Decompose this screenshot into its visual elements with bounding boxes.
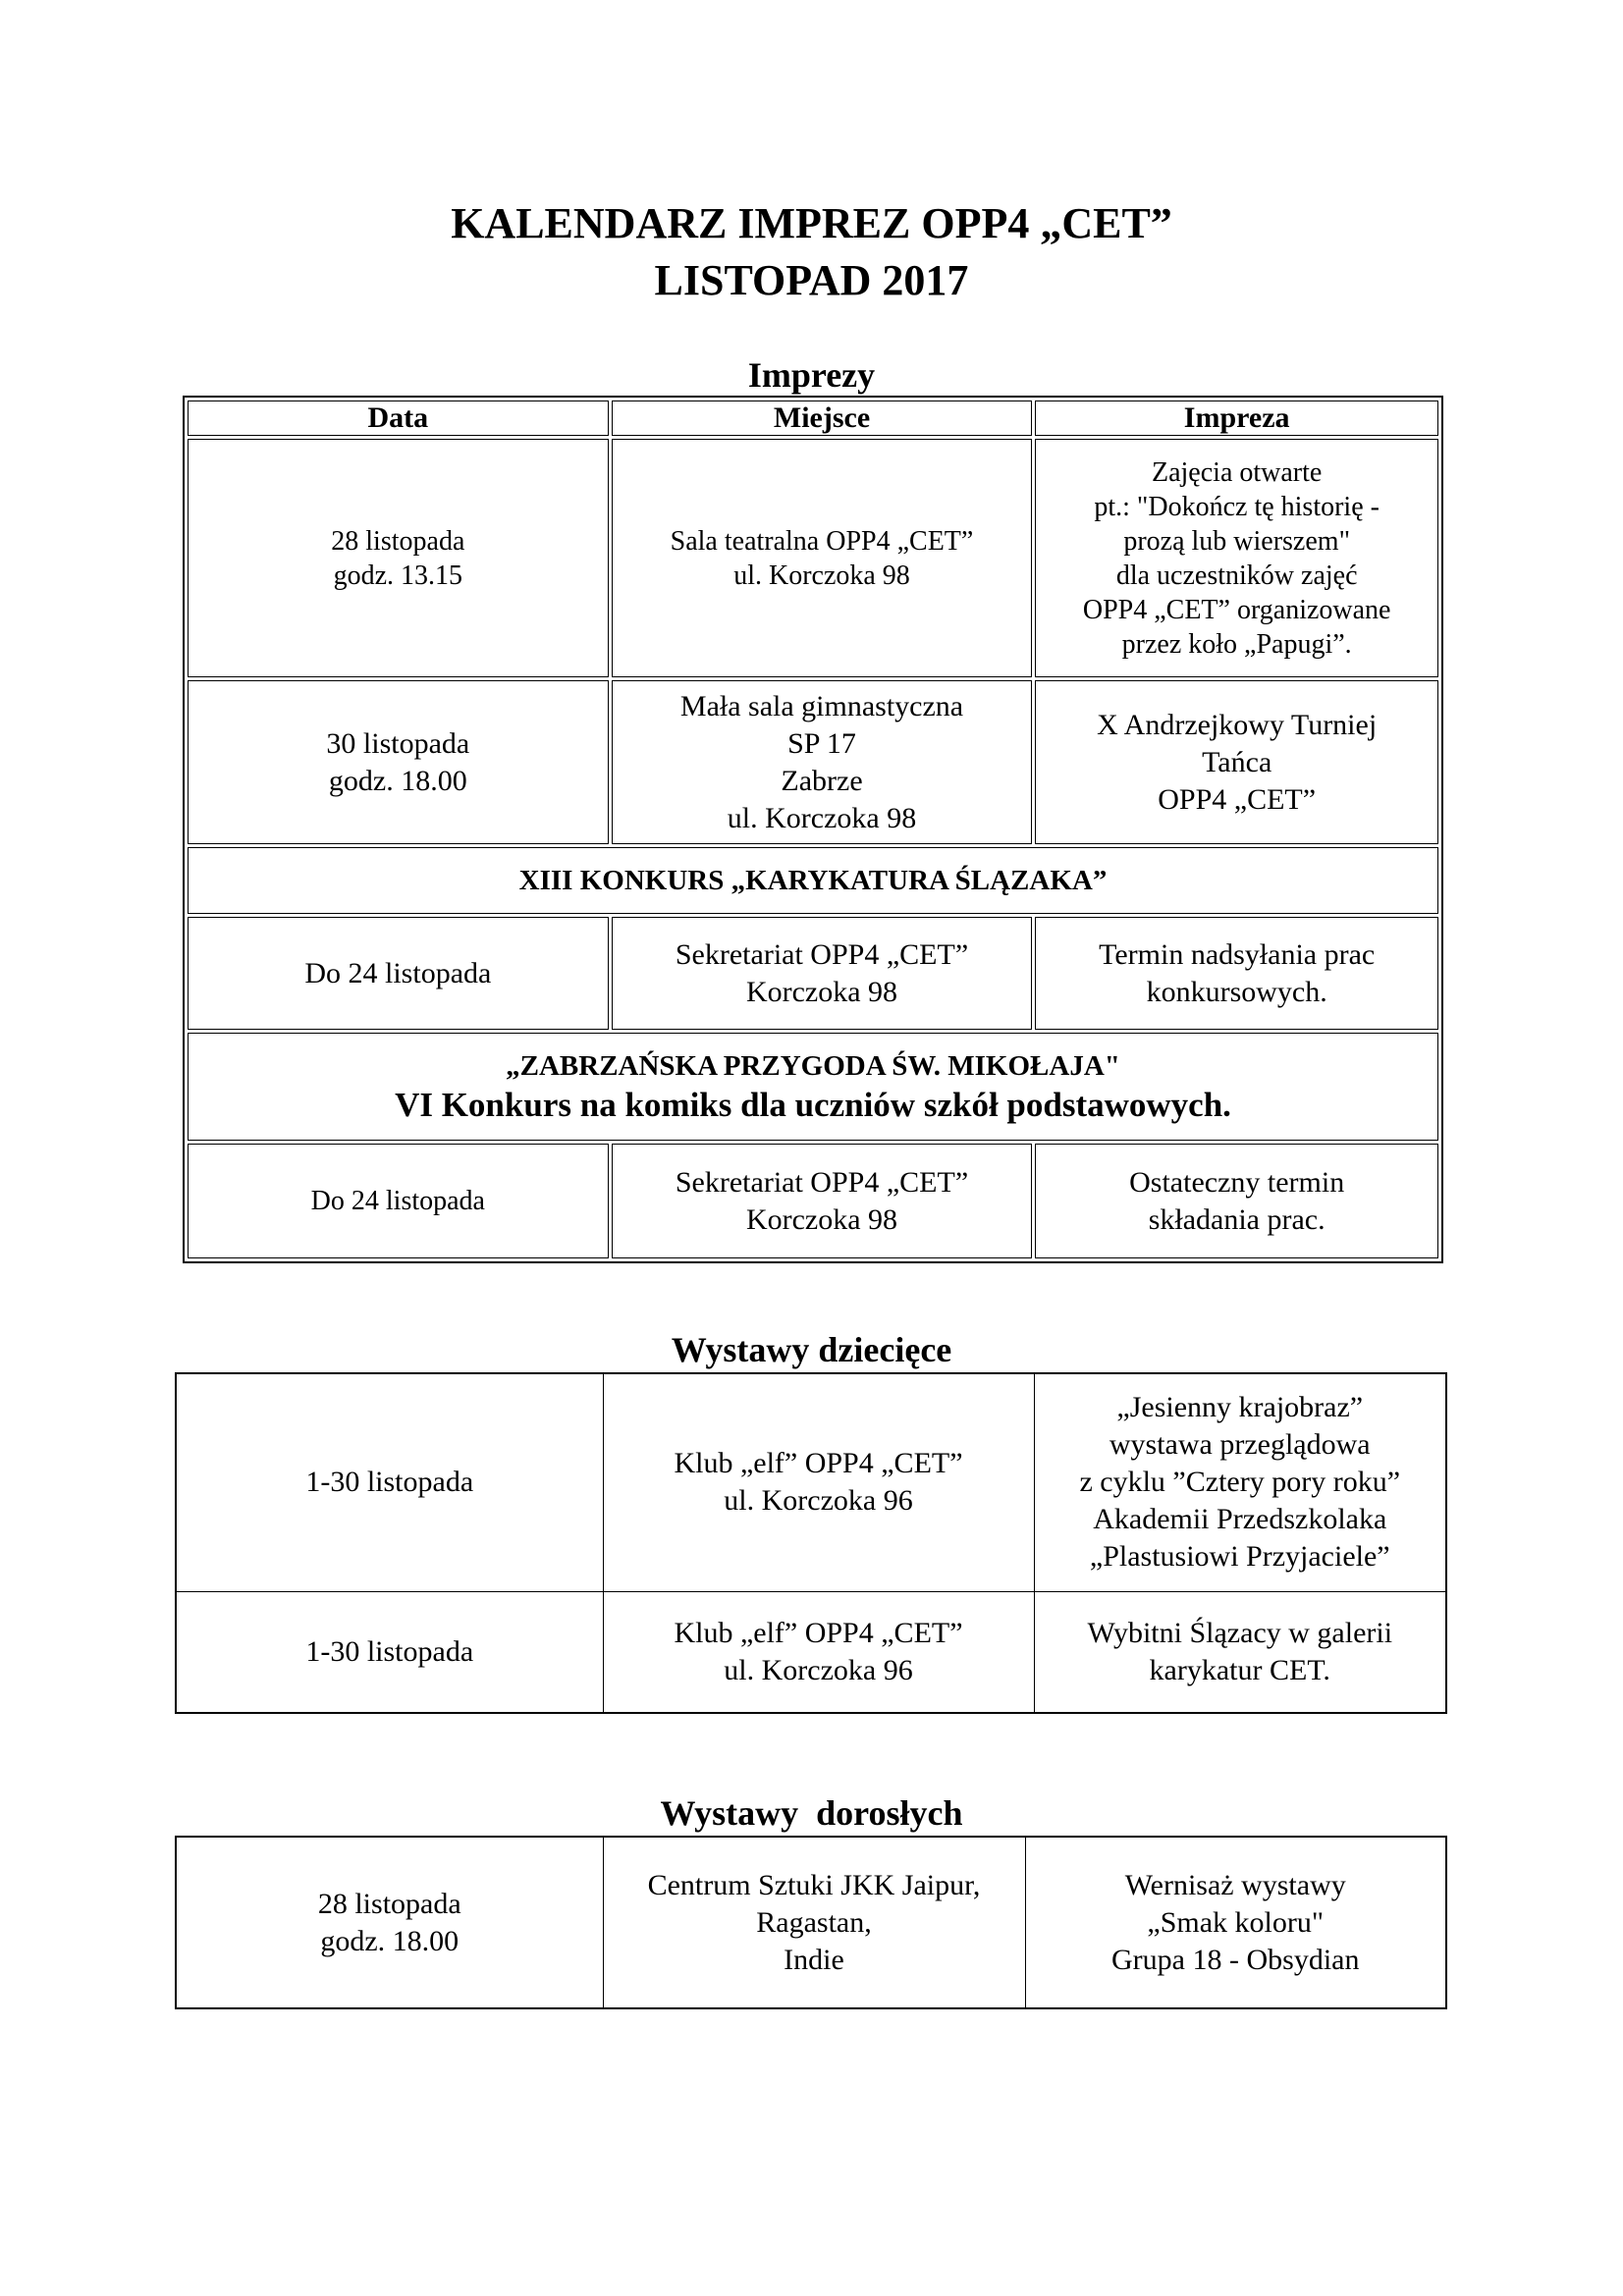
- event-line: wystawa przeglądowa: [1109, 1428, 1371, 1462]
- place-line: ul. Korczoka 98: [727, 801, 917, 834]
- place-cell: [603, 1837, 1025, 2008]
- time-line: godz. 18.00: [320, 1924, 460, 1957]
- section-heading-wystawy-dzieciece: Wystawy dziecięce: [671, 1330, 952, 1369]
- event-line: dla uczestników zajęć: [1115, 560, 1358, 591]
- event-line: składania prac.: [1148, 1202, 1325, 1236]
- event-cell: [1035, 1144, 1438, 1258]
- event-line: X Andrzejkowy Turniej: [1097, 708, 1378, 741]
- imprezy-table: [183, 396, 1443, 1263]
- date-line: 30 listopada: [326, 726, 470, 760]
- date-cell: [188, 917, 609, 1030]
- place-line: Korczoka 98: [745, 975, 898, 1008]
- event-line: pt.: "Dokończ tę historię -: [1094, 491, 1380, 522]
- time-line: godz. 18.00: [328, 764, 467, 797]
- banner-row: [188, 1033, 1438, 1141]
- comic-contest-banner: [188, 1033, 1438, 1141]
- place-cell: [603, 1373, 1034, 1591]
- place-line: Zabrze: [781, 764, 863, 797]
- place-line: Centrum Sztuki JKK Jaipur,: [647, 1868, 981, 1901]
- date-cell: [176, 1837, 603, 2008]
- date-line: Do 24 listopada: [310, 1186, 485, 1216]
- wystawy-doroslych-table: [175, 1836, 1447, 2009]
- table-row: [176, 1373, 1446, 1591]
- place-line: SP 17: [787, 726, 856, 760]
- date-cell: [188, 680, 609, 844]
- wystawy-dzieciece-table: [175, 1372, 1447, 1714]
- place-cell: [603, 1591, 1034, 1713]
- date-line: 1-30 listopada: [305, 1634, 474, 1668]
- place-line: Klub „elf” OPP4 „CET”: [674, 1616, 963, 1649]
- place-line: Korczoka 98: [745, 1202, 898, 1236]
- event-cell: [1035, 439, 1438, 677]
- table-row: [188, 439, 1438, 677]
- place-line: ul. Korczoka 96: [724, 1484, 913, 1518]
- column-header-data: Data: [188, 400, 609, 436]
- event-line: Zajęcia otwarte: [1152, 456, 1323, 488]
- section-heading-imprezy: Imprezy: [747, 355, 876, 395]
- place-line: Mała sala gimnastyczna: [679, 689, 964, 722]
- banner-row: [188, 847, 1438, 914]
- banner-subtitle: VI Konkurs na komiks dla uczniów szkół podstawowych.: [395, 1086, 1231, 1124]
- date-line: 28 listopada: [331, 525, 465, 557]
- event-line: „Jesienny krajobraz”: [1116, 1391, 1364, 1424]
- place-line: Klub „elf” OPP4 „CET”: [674, 1447, 963, 1480]
- event-line: „Plastusiowi Przyjaciele”: [1089, 1540, 1390, 1574]
- event-line: Ostateczny termin: [1129, 1165, 1345, 1199]
- event-line: Grupa 18 - Obsydian: [1111, 1943, 1360, 1976]
- time-line: godz. 13.15: [333, 560, 463, 591]
- event-line: „Smak koloru": [1147, 1905, 1325, 1939]
- event-cell: [1035, 917, 1438, 1030]
- table-row: [176, 1591, 1446, 1713]
- event-cell: [1035, 680, 1438, 844]
- event-cell: [1025, 1837, 1446, 2008]
- event-line: karykatur CET.: [1149, 1653, 1330, 1686]
- place-line: ul. Korczoka 98: [733, 560, 910, 591]
- table-row: [188, 680, 1438, 844]
- event-line: Akademii Przedszkolaka: [1093, 1503, 1387, 1536]
- event-line: prozą lub wierszem": [1123, 525, 1350, 557]
- date-cell: [176, 1591, 603, 1713]
- section-heading-wystawy-doroslych: Wystawy dorosłych: [660, 1793, 963, 1833]
- banner-line: „ZABRZAŃSKA PRZYGODA ŚW. MIKOŁAJA": [506, 1050, 1120, 1082]
- place-line: Sekretariat OPP4 „CET”: [675, 1165, 969, 1199]
- event-line: konkursowych.: [1146, 975, 1327, 1008]
- place-cell: [612, 917, 1033, 1030]
- table-row: [188, 917, 1438, 1030]
- event-cell: [1034, 1591, 1446, 1713]
- column-header-impreza: Impreza: [1035, 400, 1438, 436]
- date-cell: [188, 1144, 609, 1258]
- date-cell: [176, 1373, 603, 1591]
- table-row: [176, 1837, 1446, 2008]
- date-line: 28 listopada: [317, 1887, 461, 1920]
- event-line: Wybitni Ślązacy w galerii: [1087, 1616, 1393, 1649]
- page-title: KALENDARZ IMPREZ OPP4 „CET”: [451, 199, 1172, 247]
- place-line: Indie: [784, 1943, 844, 1976]
- date-cell: [188, 439, 609, 677]
- event-line: z cyklu ”Cztery pory roku”: [1079, 1466, 1401, 1499]
- place-line: ul. Korczoka 96: [724, 1653, 913, 1686]
- place-line: Ragastan,: [756, 1905, 872, 1939]
- place-cell: [612, 439, 1033, 677]
- place-cell: [612, 1144, 1033, 1258]
- event-line: Tańca: [1202, 745, 1272, 778]
- table-row: [188, 1144, 1438, 1258]
- page-subtitle: LISTOPAD 2017: [654, 256, 969, 304]
- column-header-miejsce: Miejsce: [612, 400, 1033, 436]
- place-line: Sekretariat OPP4 „CET”: [675, 937, 969, 971]
- event-line: przez koło „Papugi”.: [1121, 628, 1352, 660]
- event-line: OPP4 „CET”: [1158, 782, 1317, 816]
- date-line: Do 24 listopada: [304, 956, 492, 989]
- table-header-row: [188, 400, 1438, 436]
- event-line: OPP4 „CET” organizowane: [1082, 594, 1391, 625]
- place-line: Sala teatralna OPP4 „CET”: [670, 525, 974, 557]
- contest-banner: XIII KONKURS „KARYKATURA ŚLĄZAKA”: [188, 847, 1438, 914]
- event-cell: [1034, 1373, 1446, 1591]
- event-line: Wernisaż wystawy: [1124, 1868, 1346, 1901]
- place-cell: [612, 680, 1033, 844]
- event-line: Termin nadsyłania prac: [1099, 937, 1376, 971]
- date-line: 1-30 listopada: [305, 1466, 474, 1499]
